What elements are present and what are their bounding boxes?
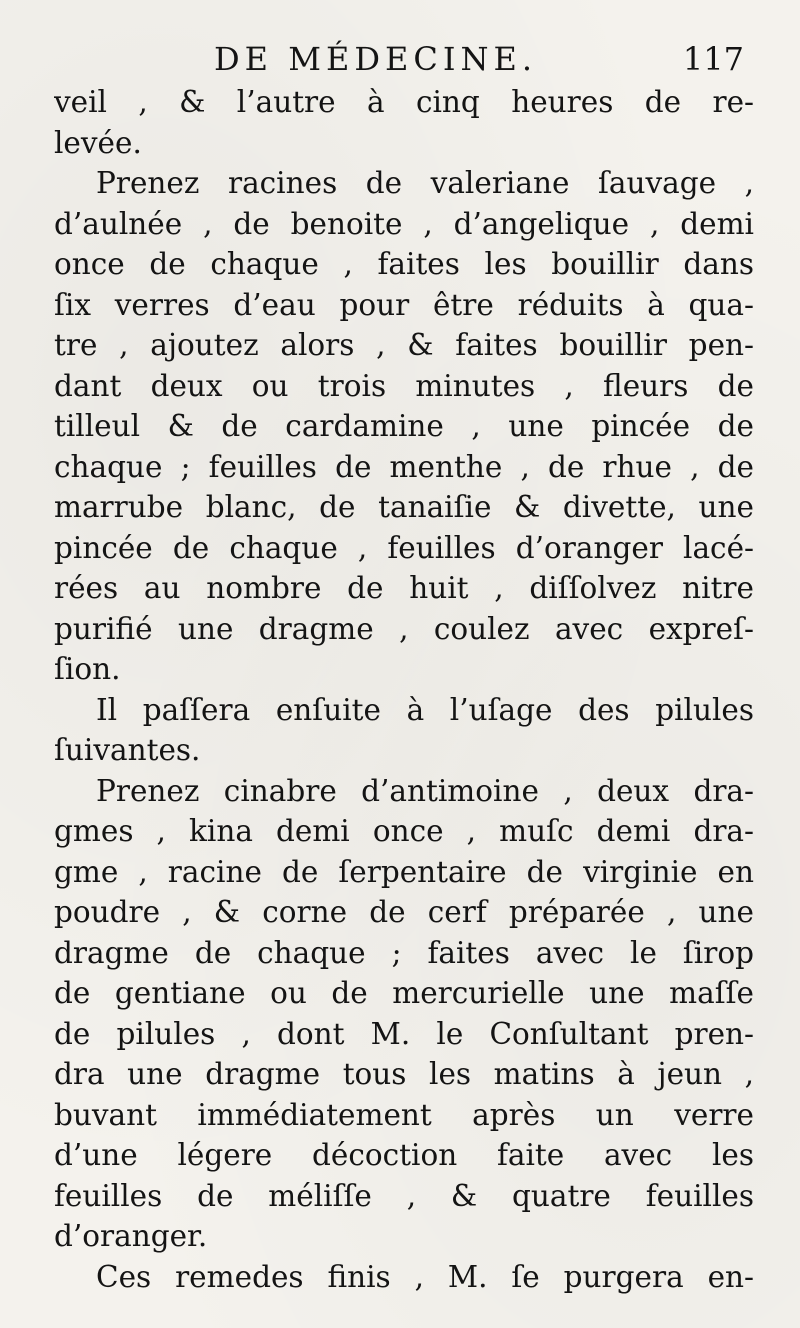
text-line: poudre , & corne de cerf préparée , une xyxy=(54,895,754,929)
text-line: dra une dragme tous les matins à jeun , xyxy=(54,1057,754,1091)
page-header xyxy=(54,40,744,86)
text-line: purifié une dragme , coulez avec expreſ- xyxy=(54,611,754,646)
text-line: dragme de chaque ; faites avec le ſirop xyxy=(54,935,754,970)
text-line: chaque ; feuilles de menthe , de rhue , de xyxy=(54,449,754,484)
text-line: d’aulnée , de benoite , d’angelique , demi xyxy=(54,206,754,241)
text-line: ſix verres d’eau pour être réduits à qua- xyxy=(54,287,754,322)
text-line: feuilles de méliſſe , & quatre feuilles xyxy=(54,1178,754,1213)
text-line: de gentiane ou de mercurielle une maſſe xyxy=(54,976,754,1010)
text-line: tre , ajoutez alors , & faites bouillir pen- xyxy=(54,328,754,362)
page-number: 117 xyxy=(682,40,744,78)
text-line: ſuivantes. xyxy=(54,733,201,767)
text-line: buvant immédiatement après un verre xyxy=(54,1097,754,1132)
body-text xyxy=(54,82,754,1297)
text-line: gmes , kina demi once , muſc demi dra- xyxy=(54,814,754,848)
text-line: Prenez cinabre d’antimoine , deux dra- xyxy=(96,773,754,808)
text-line: d’une légere décoction faite avec les xyxy=(54,1138,754,1172)
text-line: veil , & l’autre à cinq heures de re- xyxy=(54,85,754,119)
text-line: rées au nombre de huit , diſſolvez nitre xyxy=(54,571,754,605)
text-line: dant deux ou trois minutes , fleurs de xyxy=(54,368,754,403)
running-head: DE MÉDECINE. xyxy=(214,40,537,78)
text-line: d’oranger. xyxy=(54,1219,208,1253)
text-line: Ces remedes finis , M. ſe purgera en- xyxy=(96,1259,754,1294)
text-line: de pilules , dont M. le Conſultant pren- xyxy=(54,1016,754,1051)
text-line: Prenez racines de valeriane ſauvage , xyxy=(96,166,754,200)
text-line: tilleul & de cardamine , une pincée de xyxy=(54,409,754,443)
text-line: Il paſſera enſuite à l’uſage des pilules xyxy=(96,692,754,727)
text-line: marrube blanc, de tanaiſie & divette, une xyxy=(54,490,754,524)
text-line: once de chaque , faites les bouillir dans xyxy=(54,247,754,281)
text-line: gme , racine de ſerpentaire de virginie en xyxy=(54,854,754,889)
text-line: levée. xyxy=(54,125,142,160)
text-line: pincée de chaque , feuilles d’oranger lacé- xyxy=(54,530,754,565)
text-line: ſion. xyxy=(54,652,121,686)
